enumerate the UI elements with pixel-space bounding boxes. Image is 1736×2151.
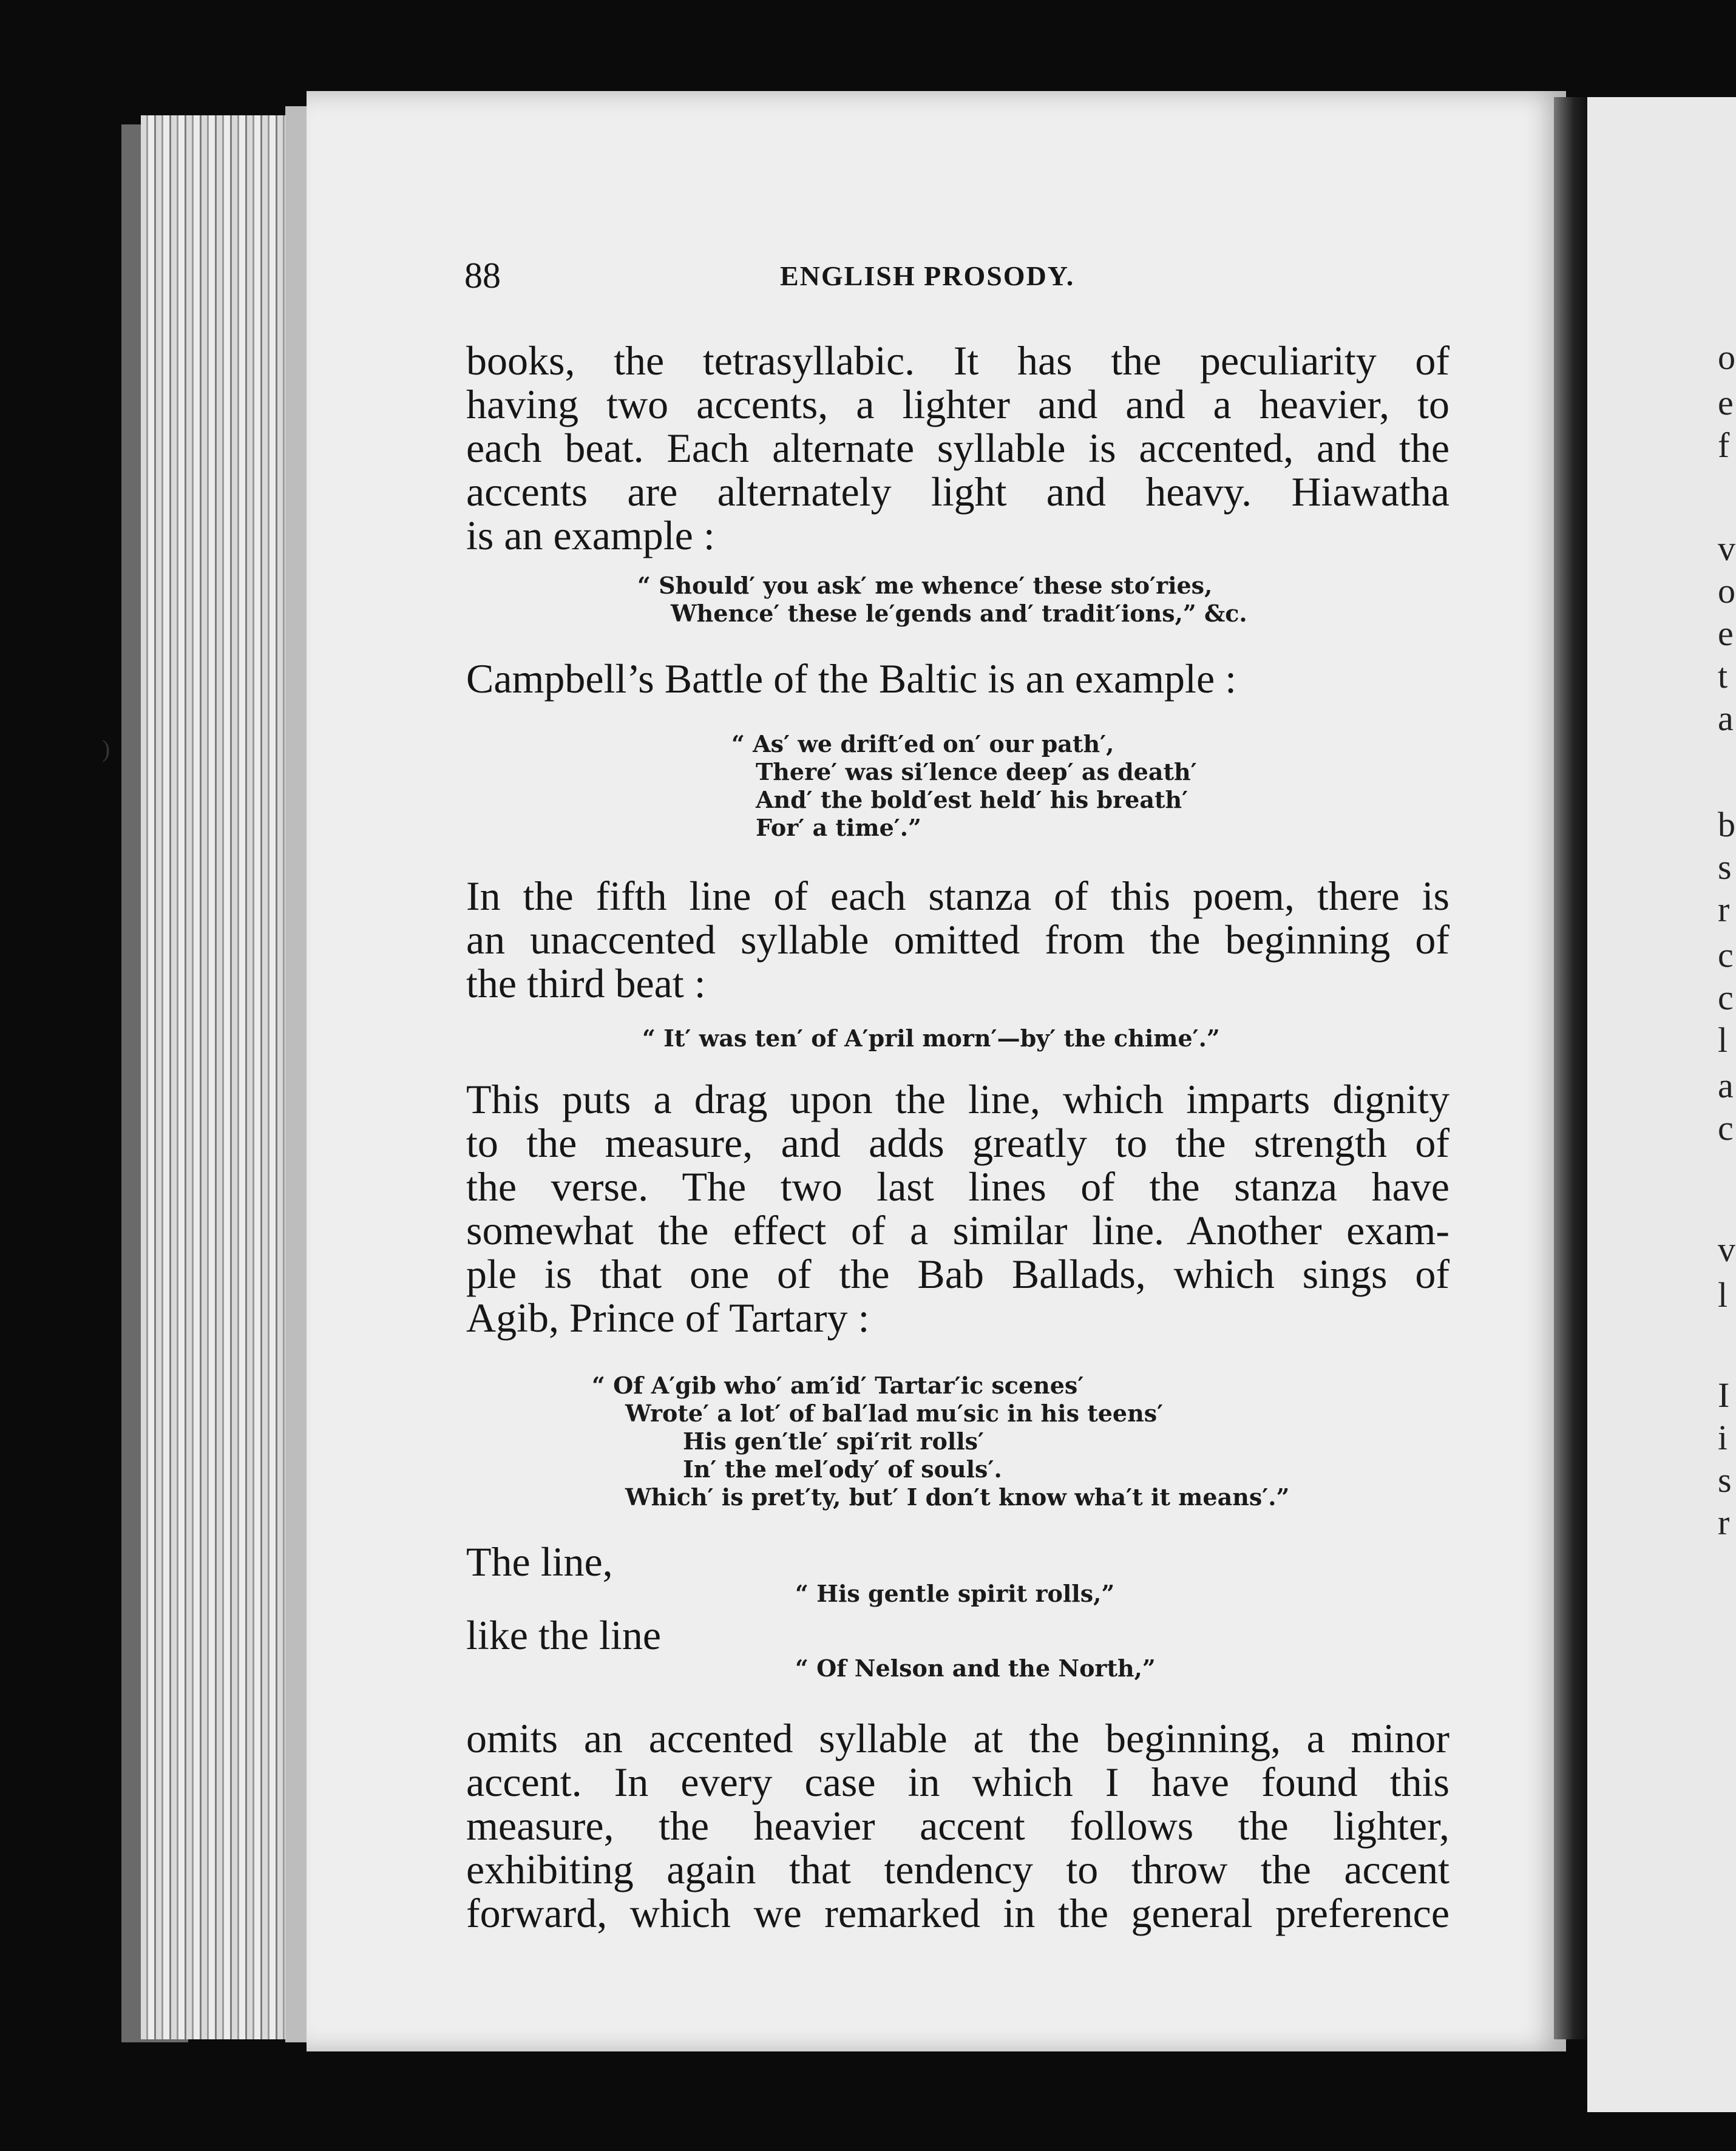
facing-page-fragment: b (1718, 805, 1735, 844)
body-line: This puts a drag upon the line, which imparts dignity (466, 1076, 1449, 1122)
facing-page-fragment: r (1718, 1503, 1730, 1542)
facing-page-fragment: l (1718, 1275, 1728, 1315)
facing-page-fragment: a (1718, 699, 1734, 738)
running-title: ENGLISH PROSODY. (780, 260, 1075, 291)
body-line: the third beat : (466, 960, 706, 1006)
body-line: is an example : (466, 512, 715, 558)
body-line: Agib, Prince of Tartary : (466, 1295, 870, 1341)
facing-page-fragment: v (1718, 1230, 1735, 1269)
facing-page-fragment: o (1718, 571, 1735, 611)
facing-page-fragment: r (1718, 890, 1730, 929)
body-line: like the line (466, 1612, 662, 1658)
body-line: The line, (466, 1539, 613, 1585)
body-line: the verse. The two last lines of the stanza have (466, 1164, 1449, 1210)
stacked-page-edges (141, 115, 287, 2039)
facing-page-fragment: e (1718, 614, 1734, 653)
verse-line: “ As′ we drift′ed on′ our path′, (731, 730, 1114, 757)
body-line: each beat. Each alternate syllable is accented, and the (466, 425, 1449, 471)
facing-page-fragment: I (1718, 1375, 1730, 1415)
facing-page-fragment: c (1718, 935, 1734, 975)
facing-page-fragment: o (1718, 337, 1735, 377)
facing-page-fragment: s (1718, 1460, 1732, 1500)
body-line: accent. In every case in which I have found this (466, 1759, 1449, 1805)
page-number: 88 (464, 256, 501, 296)
verse-line: “ It′ was ten′ of A′pril morn′—by′ the chime′.” (642, 1025, 1220, 1052)
facing-page-fragment: f (1718, 425, 1730, 465)
body-line: books, the tetrasyllabic. It has the peculiarity of (466, 337, 1449, 384)
facing-page-fragment: e (1718, 383, 1734, 422)
body-line: accents are alternately light and heavy. Hiawatha (466, 469, 1449, 515)
verse-line: In′ the mel′ody′ of souls′. (683, 1455, 1002, 1483)
verse-line: And′ the bold′est held′ his breath′ (756, 786, 1188, 813)
body-line: measure, the heavier accent follows the lighter, (466, 1803, 1449, 1849)
body-line: Campbell’s Battle of the Baltic is an example : (466, 655, 1237, 702)
book-gutter (1554, 97, 1587, 2039)
body-line: somewhat the effect of a similar line. Another exam- (466, 1207, 1449, 1253)
verse-line: His gen′tle′ spi′rit rolls′ (683, 1428, 985, 1455)
facing-page-fragment: a (1718, 1066, 1734, 1105)
body-line: to the measure, and adds greatly to the strength of (466, 1120, 1449, 1166)
body-line: exhibiting again that tendency to throw the accent (466, 1846, 1449, 1892)
body-line: In the fifth line of each stanza of this poem, there is (466, 873, 1449, 919)
facing-page-fragment: i (1718, 1418, 1728, 1457)
verse-line: There′ was si′lence deep′ as death′ (756, 758, 1197, 785)
verse-line: Wrote′ a lot′ of bal′lad mu′sic in his teens′ (625, 1400, 1164, 1427)
facing-page (1587, 97, 1736, 2112)
body-line: an unaccented syllable omitted from the beginning of (466, 916, 1449, 963)
verse-line: “ His gentle spirit rolls,” (795, 1580, 1115, 1607)
body-line: forward, which we remarked in the general preference (466, 1890, 1449, 1936)
facing-page-fragment: s (1718, 847, 1732, 887)
facing-page-fragment: c (1718, 978, 1734, 1017)
page-edge-strip (285, 106, 307, 2042)
facing-page-fragment: t (1718, 656, 1728, 696)
verse-line: Which′ is pret′ty, but′ I don′t know wha′t it means′.” (625, 1483, 1290, 1511)
facing-page-fragment: l (1718, 1020, 1728, 1060)
facing-page-fragment: c (1718, 1108, 1734, 1148)
verse-line: For′ a time′.” (756, 814, 921, 841)
facing-page-fragment: v (1718, 529, 1735, 568)
verse-line: Whence′ these le′gends and′ tradit′ions,” &c. (671, 600, 1247, 627)
body-line: omits an accented syllable at the beginning, a minor (466, 1715, 1449, 1761)
verse-line: “ Of A′gib who′ am′id′ Tartar′ic scenes′ (592, 1372, 1084, 1399)
body-line: ple is that one of the Bab Ballads, which sings of (466, 1251, 1449, 1297)
margin-mark: ) (102, 735, 110, 762)
verse-line: “ Of Nelson and the North,” (795, 1655, 1156, 1682)
verse-line: “ Should′ you ask′ me whence′ these sto′ries, (637, 572, 1213, 599)
body-line: having two accents, a lighter and and a heavier, to (466, 381, 1449, 427)
